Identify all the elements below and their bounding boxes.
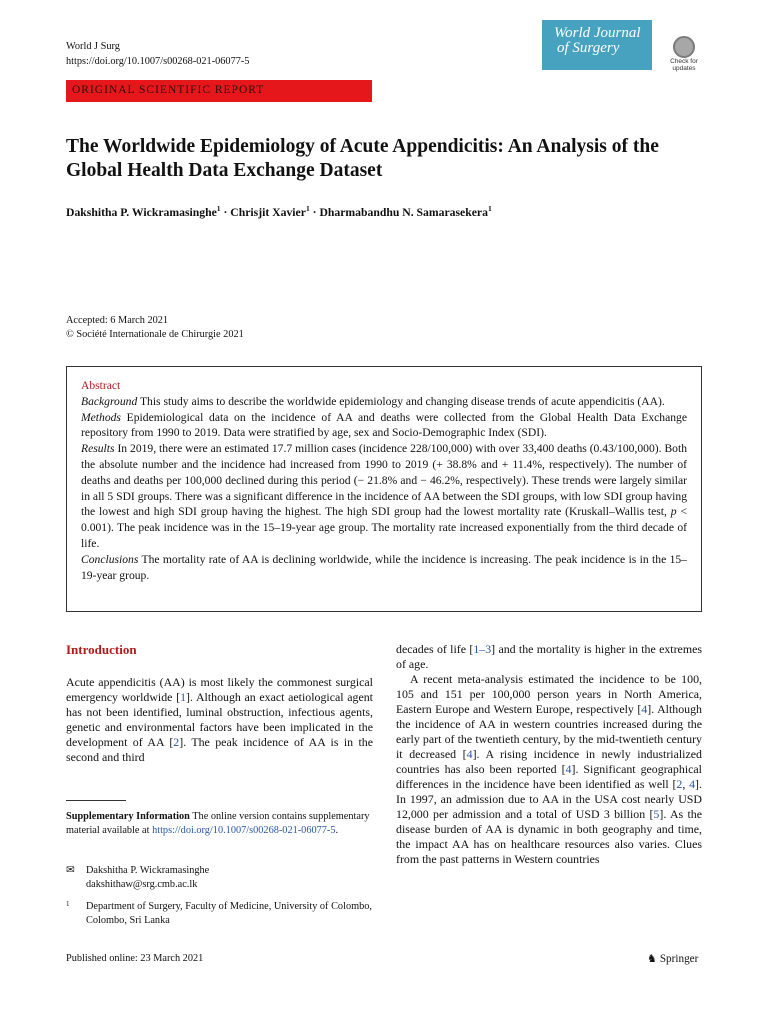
corresponding-name: Dakshitha P. Wickramasinghe	[86, 865, 210, 876]
results-text-end: < 0.001). The peak incidence was in the 15–19-year age group. The mortality rate increased exponentially from the third decade of life.	[81, 505, 687, 550]
corresponding-email[interactable]: dakshithaw@srg.cmb.ac.lk	[86, 879, 198, 890]
background-text: This study aims to describe the worldwide epidemiology and changing disease trends of acute appendicitis (AA).	[139, 394, 665, 408]
check-for-updates-badge[interactable]	[664, 36, 704, 74]
supplementary-note: Supplementary Information The online version contains supplementary material available at https://doi.org/10.1007/s00268-021-06077-5.	[66, 811, 370, 836]
affiliation-note	[66, 900, 373, 928]
intro-text: ]. A rising incidence in newly industrialized countries has also been reported [	[396, 747, 702, 776]
introduction-column-2: decades of life [1–3] and the mortality is higher in the extremes of age. A recent meta-analysis estimated the incidence to be 100, 105 and 151 per 100,000 person years in North America, Eastern Europe and Western Europe, respectively [4]. Although the incidence of AA in western countries increased during the early part of the twentieth century, by the mid-twentieth century it decreased [4]. A rising incidence in newly industrialized countries has also been reported [4]. Significant geographical differences in the incidence have been identified as well [2, 4]. In 1997, an admission due to AA in the USA cost nearly USD 12,000 per admission and a total of USD 3 billion [5]. As the disease burden of AA is dynamic in both geography and time, the impact AA has on healthcare resources also varies. Clues from the past patterns in Western countries	[396, 642, 702, 866]
logo-line-1: World Journal	[554, 25, 641, 41]
introduction-heading: Introduction	[66, 642, 137, 657]
results-text: In 2019, there were an estimated 17.7 million cases (incidence 228/100,000) with over 33,400 deaths (0.43/100,000). Both the absolute number and the incidence had increased from 1990 to 2019 (+ 38.8% and + 11.4%, respectively). The number of deaths and deaths per 100,000 declined during this period (− 21.8% and − 46.2%, respectively). These trends were largely similar in all 5 SDI groups. There was a significant difference in the incidence of AA between the SDI groups, with low SDI group having the lowest and high SDI group having the highest. The high SDI group had the lowest mortality rate (Kruskall–Wallis test,	[81, 442, 687, 519]
article-title: The Worldwide Epidemiology of Acute Appendicitis: An Analysis of the Global Health Data Exchange Dataset	[66, 136, 659, 181]
p-value-symbol: p	[670, 505, 677, 519]
published-date: Published online: 23 March 2021	[66, 953, 204, 964]
envelope-icon: ✉	[66, 865, 75, 876]
abstract-heading: Abstract	[81, 379, 121, 392]
citation-link[interactable]: 1–3	[473, 642, 492, 656]
accepted-date: Accepted: 6 March 2021	[66, 315, 169, 326]
intro-text: ]. Significant geographical differences in the incidence have been identified as well [	[396, 762, 702, 791]
author-name[interactable]: Chrisjit Xavier	[230, 205, 306, 219]
author-list: Dakshitha P. Wickramasinghe$^1$ · Chrisjit Xavier$^1$ · Dharmabandhu N. Samarasekera$^1$	[66, 204, 492, 219]
journal-logo[interactable]	[542, 20, 652, 70]
author-affiliation: 1	[305, 204, 310, 213]
corresponding-author	[66, 864, 373, 892]
check-label-1: Check for	[670, 58, 698, 65]
methods-text: Epidemiological data on the incidence of AA and deaths were collected from the Global Health Data Exchange repository from 1990 to 2019. Data were stratified by age, sex and Socio-Demographic Index (SDI).	[81, 410, 687, 440]
article-type-label: ORIGINAL SCIENTIFIC REPORT	[72, 84, 265, 96]
abstract-background	[81, 394, 687, 410]
citation-link[interactable]: 2	[676, 777, 683, 791]
springer-horse-icon: ♞	[647, 953, 658, 965]
article-type-banner	[66, 80, 372, 102]
citation-link[interactable]: 4	[689, 777, 696, 791]
citation-link[interactable]: 4	[565, 762, 572, 776]
intro-text: ]. Although an exact aetiological agent has not been identified, luminal obstruction, infectious agents, genetic and environmental factors have been implicated in the development of AA [	[66, 690, 373, 749]
intro-text: ]. In 1997, an admission due to AA in the USA cost nearly USD 12,000 per admission and a total of USD 3 billion [	[396, 777, 702, 821]
author-affiliation: 1	[216, 204, 221, 213]
abstract-conclusions	[81, 552, 687, 584]
supplementary-text: The online version contains supplementary material available at	[66, 811, 370, 836]
affiliation-number: 1	[66, 900, 70, 908]
citation-link[interactable]: 4	[641, 702, 648, 716]
abstract-methods	[81, 410, 687, 442]
footnote-divider	[66, 800, 126, 801]
author-affiliation: 1	[487, 204, 492, 213]
intro-text: A recent meta-analysis estimated the incidence to be 100, 105 and 151 per 100,000 person years in North America, Eastern Europe and Western Europe, respectively [	[396, 672, 702, 716]
conclusions-label: Conclusions	[81, 552, 139, 566]
publisher-mark[interactable]	[647, 952, 698, 965]
supplementary-label: Supplementary Information	[66, 811, 190, 822]
author-name[interactable]: Dakshitha P. Wickramasinghe	[66, 205, 217, 219]
citation-link[interactable]: 4	[466, 747, 473, 761]
citation-link[interactable]: 5	[653, 807, 660, 821]
citation-link[interactable]: 2	[173, 735, 180, 749]
intro-text: decades of life [	[396, 642, 474, 656]
copyright-line: © Société Internationale de Chirurgie 2021	[66, 329, 244, 340]
introduction-column-1	[66, 675, 373, 765]
affiliation-text: Department of Surgery, Faculty of Medicine, University of Colombo, Colombo, Sri Lanka	[86, 901, 372, 926]
intro-text: ] and the mortality is higher in the extremes of age.	[396, 642, 702, 671]
journal-abbrev: World J Surg	[66, 41, 120, 52]
logo-line-2: of Surgery	[557, 40, 620, 56]
background-label: Background	[81, 394, 138, 408]
conclusions-text: The mortality rate of AA is declining worldwide, while the incidence is increasing. The peak incidence is in the 15–19-year group.	[81, 552, 687, 582]
supplementary-link[interactable]: https://doi.org/10.1007/s00268-021-06077-5	[152, 825, 336, 836]
citation-link[interactable]: 1	[180, 690, 187, 704]
intro-text: ]. As the disease burden of AA is dynamic in both geography and time, the impact AA has on healthcare resources also varies. Clues from the past patterns in Western countries	[396, 807, 702, 866]
doi-link[interactable]: https://doi.org/10.1007/s00268-021-06077-5	[66, 56, 250, 67]
methods-label: Methods	[81, 410, 121, 424]
bookmark-icon	[673, 36, 695, 58]
abstract-box	[66, 366, 702, 612]
intro-text: ]. The peak incidence of AA is in the second and third	[66, 735, 373, 764]
check-label-2: updates	[672, 65, 696, 72]
abstract-results	[81, 441, 687, 552]
publisher-name: Springer	[659, 953, 699, 965]
author-name[interactable]: Dharmabandhu N. Samarasekera	[319, 205, 488, 219]
intro-text: ]. Although the incidence of AA in western countries increased during the early part of the twentieth century, by the mid-twentieth century it decreased [	[396, 702, 702, 761]
intro-text: Acute appendicitis (AA) is most likely the commonest surgical emergency worldwide [	[66, 675, 373, 704]
results-label: Results	[81, 442, 115, 456]
